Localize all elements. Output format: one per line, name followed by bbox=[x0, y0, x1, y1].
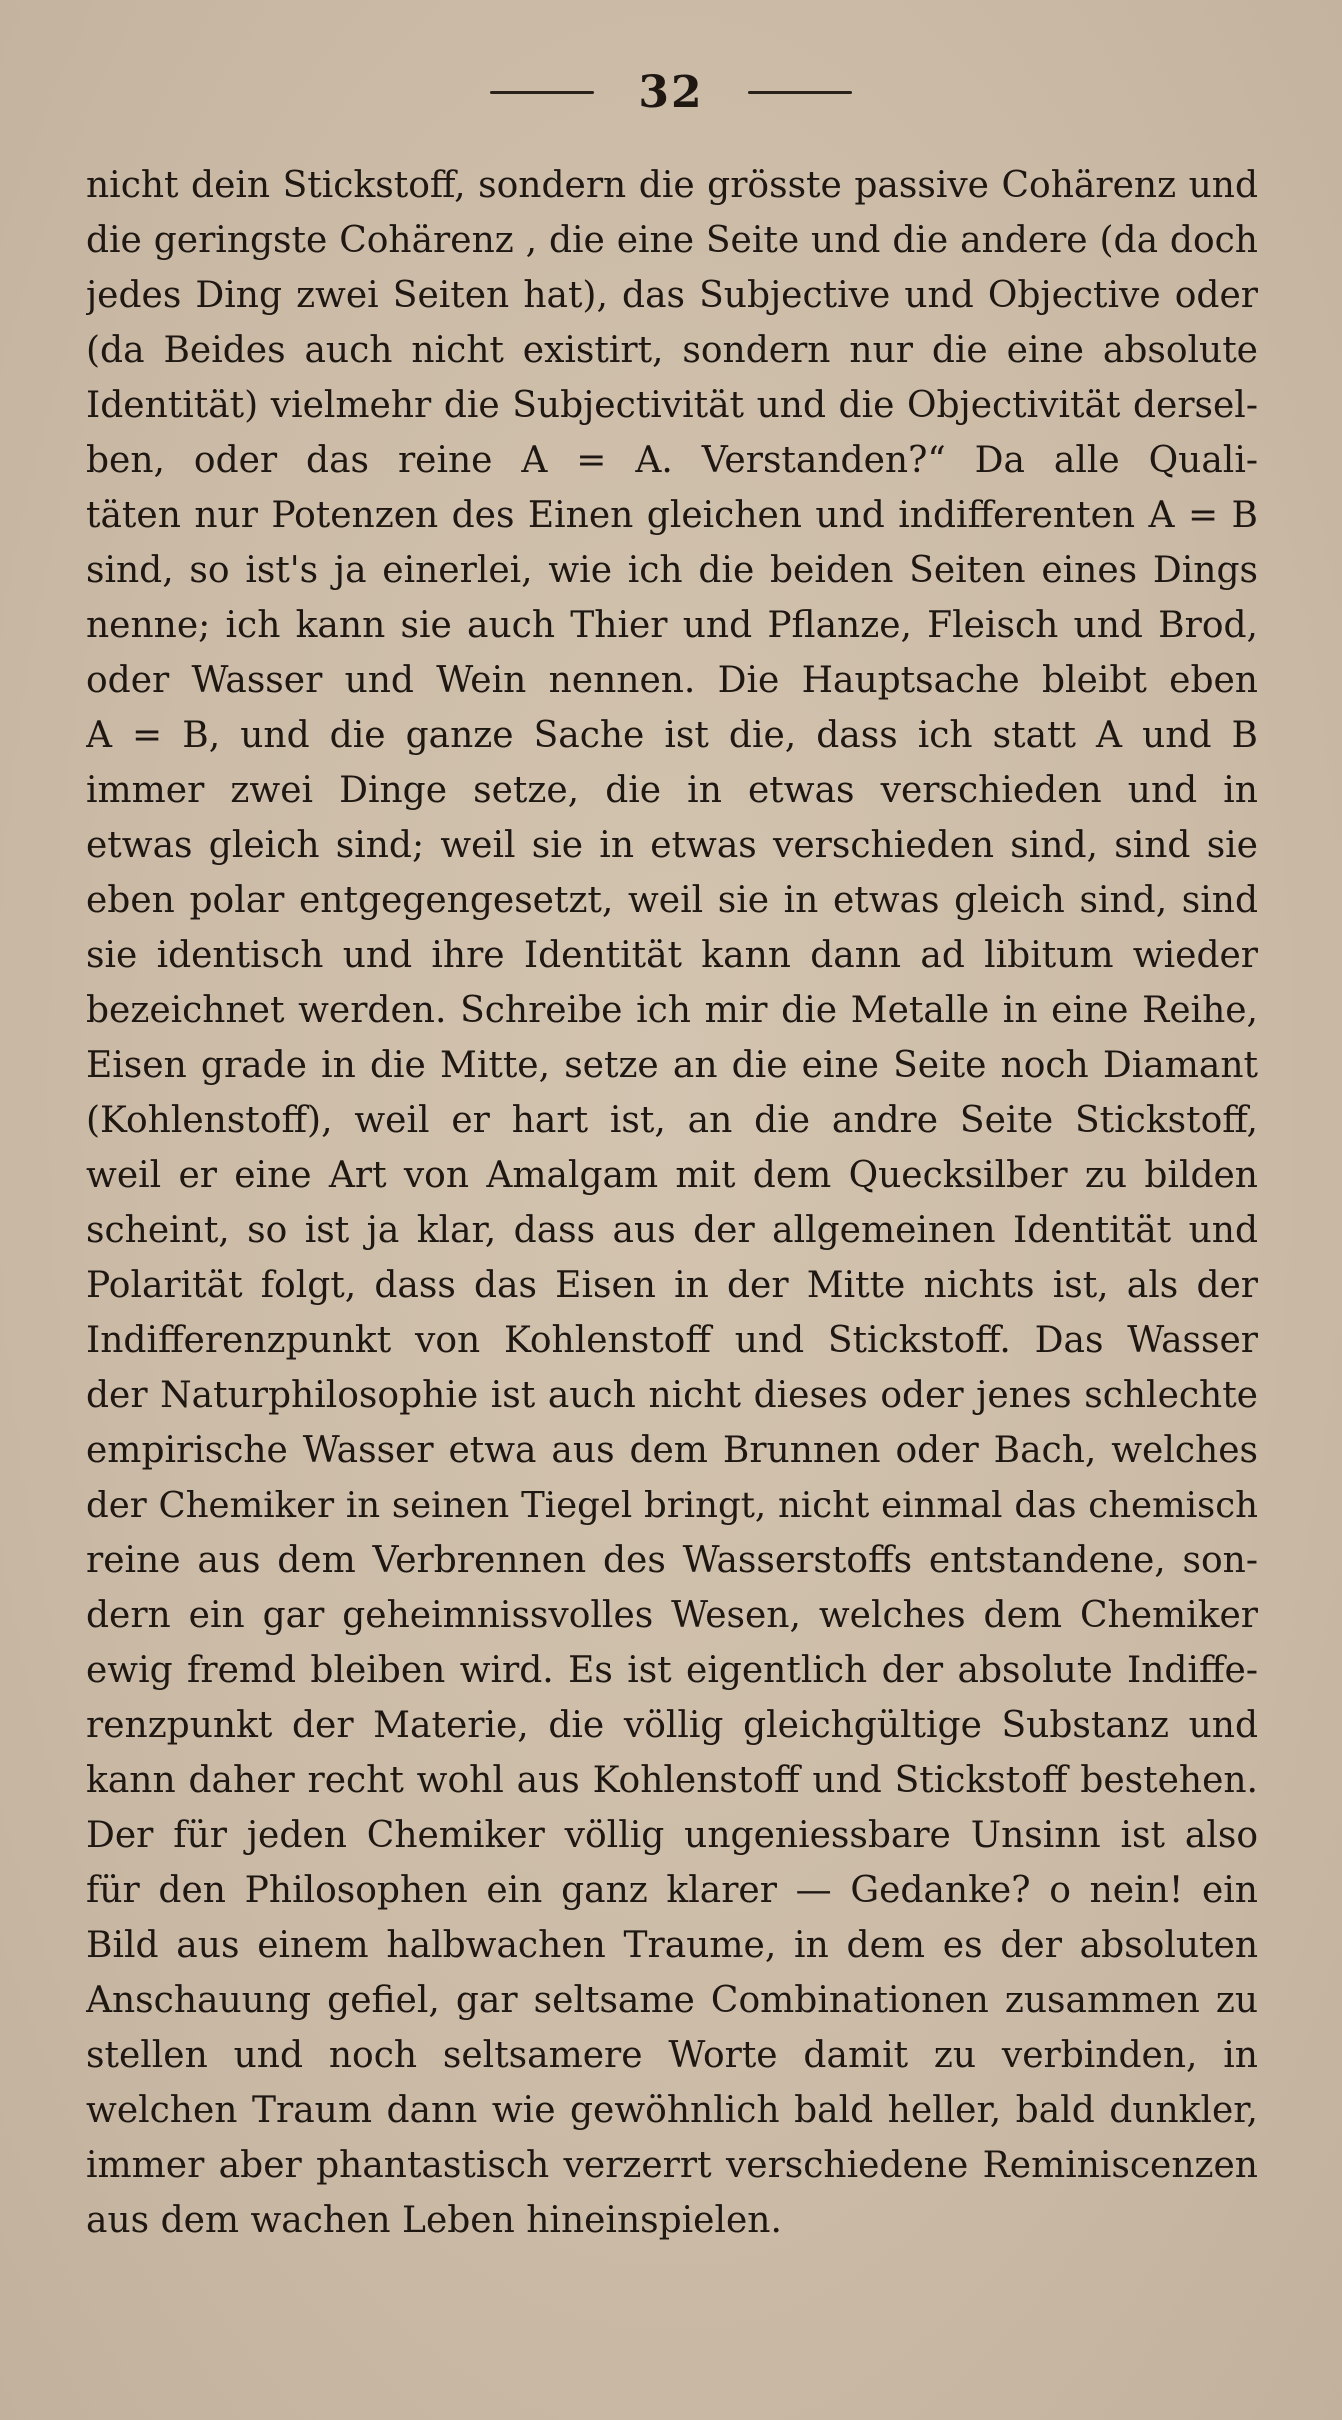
text-line: sind, so ist's ja einerlei, wie ich die beiden Seiten eines Dings bbox=[86, 550, 1258, 591]
text-line: der Chemiker in seinen Tiegel bringt, nicht einmal das chemisch bbox=[86, 1485, 1258, 1526]
text-line: ben, oder das reine A = A. Verstanden?“ Da alle Quali- bbox=[86, 440, 1258, 481]
header-rule-right bbox=[748, 91, 852, 94]
text-line: Anschauung gefiel, gar seltsame Combinationen zusammen zu bbox=[86, 1980, 1258, 2021]
body-text bbox=[86, 158, 1258, 2268]
text-line: renzpunkt der Materie, die völlig gleichgültige Substanz und bbox=[86, 1705, 1258, 1746]
text-line: empirische Wasser etwa aus dem Brunnen oder Bach, welches bbox=[86, 1430, 1258, 1471]
text-line: Identität) vielmehr die Subjectivität und die Objectivität dersel- bbox=[86, 385, 1258, 426]
text-line: oder Wasser und Wein nennen. Die Hauptsache bleibt eben bbox=[86, 660, 1258, 701]
page-header bbox=[0, 62, 1342, 122]
text-line: jedes Ding zwei Seiten hat), das Subjective und Objective oder bbox=[86, 275, 1258, 316]
text-line: Indifferenzpunkt von Kohlenstoff und Stickstoff. Das Wasser bbox=[86, 1320, 1258, 1361]
text-line: für den Philosophen ein ganz klarer — Gedanke? o nein! ein bbox=[86, 1870, 1258, 1911]
header-rule-left bbox=[490, 91, 594, 94]
text-line: dern ein gar geheimnissvolles Wesen, welches dem Chemiker bbox=[86, 1595, 1258, 1636]
text-line: reine aus dem Verbrennen des Wasserstoffs entstandene, son- bbox=[86, 1540, 1258, 1581]
text-line: scheint, so ist ja klar, dass aus der allgemeinen Identität und bbox=[86, 1210, 1258, 1251]
text-line: Eisen grade in die Mitte, setze an die eine Seite noch Diamant bbox=[86, 1045, 1258, 1086]
text-line: immer aber phantastisch verzerrt verschiedene Reminiscenzen bbox=[86, 2145, 1258, 2186]
text-line: der Naturphilosophie ist auch nicht dieses oder jenes schlechte bbox=[86, 1375, 1258, 1416]
text-line: (da Beides auch nicht existirt, sondern nur die eine absolute bbox=[86, 330, 1258, 371]
text-line-last: aus dem wachen Leben hineinspielen. bbox=[86, 2200, 782, 2241]
text-line: nenne; ich kann sie auch Thier und Pflanze, Fleisch und Brod, bbox=[86, 605, 1258, 646]
text-line: immer zwei Dinge setze, die in etwas verschieden und in bbox=[86, 770, 1258, 811]
text-line: nicht dein Stickstoff, sondern die grösste passive Cohärenz und bbox=[86, 165, 1258, 206]
text-line: welchen Traum dann wie gewöhnlich bald heller, bald dunkler, bbox=[86, 2090, 1258, 2131]
text-line: kann daher recht wohl aus Kohlenstoff und Stickstoff bestehen. bbox=[86, 1760, 1258, 1801]
text-line: (Kohlenstoff), weil er hart ist, an die andre Seite Stickstoff, bbox=[86, 1100, 1258, 1141]
text-line: bezeichnet werden. Schreibe ich mir die Metalle in eine Reihe, bbox=[86, 990, 1258, 1031]
text-line: Der für jeden Chemiker völlig ungeniessbare Unsinn ist also bbox=[86, 1815, 1258, 1856]
text-line: A = B, und die ganze Sache ist die, dass ich statt A und B bbox=[86, 715, 1258, 756]
text-line: die geringste Cohärenz , die eine Seite und die andere (da doch bbox=[86, 220, 1258, 261]
text-line: eben polar entgegengesetzt, weil sie in etwas gleich sind, sind bbox=[86, 880, 1258, 921]
text-line: Bild aus einem halbwachen Traume, in dem es der absoluten bbox=[86, 1925, 1258, 1966]
text-line: sie identisch und ihre Identität kann dann ad libitum wieder bbox=[86, 935, 1258, 976]
text-line: ewig fremd bleiben wird. Es ist eigentlich der absolute Indiffe- bbox=[86, 1650, 1258, 1691]
text-line: stellen und noch seltsamere Worte damit zu verbinden, in bbox=[86, 2035, 1258, 2076]
text-line: täten nur Potenzen des Einen gleichen und indifferenten A = B bbox=[86, 495, 1258, 536]
page-number: 32 bbox=[638, 66, 704, 118]
text-line: Polarität folgt, dass das Eisen in der Mitte nichts ist, als der bbox=[86, 1265, 1258, 1306]
text-line: etwas gleich sind; weil sie in etwas verschieden sind, sind sie bbox=[86, 825, 1258, 866]
text-line: weil er eine Art von Amalgam mit dem Quecksilber zu bilden bbox=[86, 1155, 1258, 1196]
